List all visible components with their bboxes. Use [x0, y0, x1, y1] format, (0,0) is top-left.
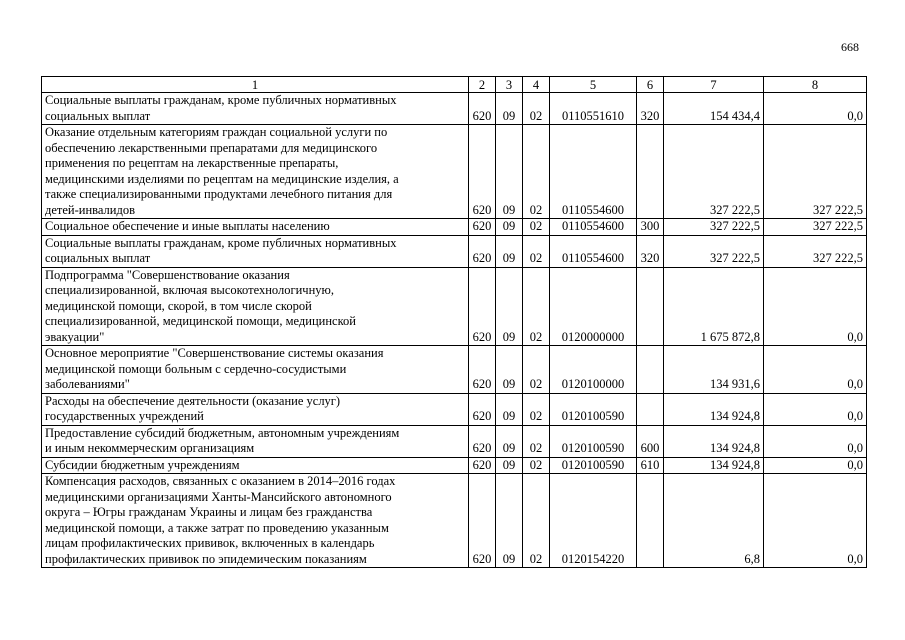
expense-type-cell: 300	[637, 219, 664, 236]
ministry-code-cell: 620	[469, 393, 496, 425]
item-name-line: Социальные выплаты гражданам, кроме публичных нормативных	[45, 235, 397, 250]
table-row	[42, 235, 867, 267]
item-name-cell	[42, 235, 469, 267]
amount-cell: 1 675 872,8	[664, 267, 764, 346]
item-name-line: Расходы на обеспечение деятельности (оказание услуг)	[45, 393, 341, 408]
item-name-line: и иным некоммерческим организациям	[45, 441, 255, 455]
table-row	[42, 425, 867, 457]
item-name-line: социальных выплат	[45, 251, 151, 265]
ministry-code-cell: 620	[469, 93, 496, 125]
table-row	[42, 346, 867, 394]
item-name-cell	[42, 425, 469, 457]
header-cell-6: 6	[637, 77, 664, 93]
expense-type-cell	[637, 393, 664, 425]
item-name-line: детей-инвалидов	[45, 202, 135, 217]
item-name-line: специализированной, медицинской помощи, медицинской	[45, 314, 356, 328]
amount-cell: 327 222,5	[764, 219, 867, 236]
amount-cell: 327 222,5	[664, 125, 764, 219]
section-code-cell: 09	[496, 219, 523, 236]
item-name-cell	[42, 457, 469, 474]
section-code-cell: 09	[496, 393, 523, 425]
subsection-code-cell: 02	[523, 346, 550, 394]
ministry-code-cell: 620	[469, 425, 496, 457]
item-name-line: Оказание отдельным категориям граждан социальной услуги по	[45, 125, 388, 139]
item-name-cell	[42, 267, 469, 346]
expense-type-cell	[637, 267, 664, 346]
table-row	[42, 125, 867, 219]
item-name-line: медицинскими организациями Ханты-Мансийского автономного	[45, 489, 392, 504]
amount-cell: 327 222,5	[664, 235, 764, 267]
ministry-code-cell: 620	[469, 267, 496, 346]
item-name-line: эвакуации"	[45, 329, 105, 344]
expense-type-cell	[637, 125, 664, 219]
section-code-cell: 09	[496, 125, 523, 219]
item-name-cell	[42, 93, 469, 125]
header-cell-4: 4	[523, 77, 550, 93]
subsection-code-cell: 02	[523, 393, 550, 425]
target-article-cell: 0120100000	[550, 346, 637, 394]
table-body	[42, 93, 867, 568]
item-name-line: заболеваниями"	[45, 377, 130, 391]
amount-cell: 154 434,4	[664, 93, 764, 125]
amount-cell: 6,8	[664, 474, 764, 568]
item-name-line: государственных учреждений	[45, 409, 204, 423]
amount-cell: 134 931,6	[664, 346, 764, 394]
expense-type-cell	[637, 474, 664, 568]
target-article-cell: 0120100590	[550, 425, 637, 457]
subsection-code-cell: 02	[523, 93, 550, 125]
subsection-code-cell: 02	[523, 267, 550, 346]
subsection-code-cell: 02	[523, 125, 550, 219]
subsection-code-cell: 02	[523, 425, 550, 457]
item-name-line: лицам профилактических прививок, включенных в календарь	[45, 536, 375, 550]
amount-cell: 0,0	[764, 393, 867, 425]
item-name-line: Основное мероприятие "Совершенствование системы оказания	[45, 346, 384, 360]
table-row	[42, 457, 867, 474]
table-row	[42, 393, 867, 425]
target-article-cell: 0120154220	[550, 474, 637, 568]
item-name-line: Социальное обеспечение и иные выплаты населению	[45, 219, 330, 233]
amount-cell: 0,0	[764, 93, 867, 125]
expense-type-cell	[637, 346, 664, 394]
item-name-line: медицинской помощи, а также затрат по проведению указанным	[45, 520, 389, 535]
budget-table	[41, 76, 867, 568]
subsection-code-cell: 02	[523, 235, 550, 267]
ministry-code-cell: 620	[469, 235, 496, 267]
target-article-cell: 0110551610	[550, 93, 637, 125]
section-code-cell: 09	[496, 267, 523, 346]
target-article-cell: 0110554600	[550, 235, 637, 267]
target-article-cell: 0120100590	[550, 393, 637, 425]
amount-cell: 327 222,5	[764, 125, 867, 219]
section-code-cell: 09	[496, 346, 523, 394]
expense-type-cell: 610	[637, 457, 664, 474]
subsection-code-cell: 02	[523, 457, 550, 474]
item-name-line: специализированной, включая высокотехнологичную,	[45, 283, 335, 297]
page-number: 668	[841, 40, 859, 54]
header-row	[42, 77, 867, 93]
expense-type-cell: 600	[637, 425, 664, 457]
table-row	[42, 267, 867, 346]
item-name-cell	[42, 219, 469, 236]
subsection-code-cell: 02	[523, 474, 550, 568]
item-name-line: обеспечению лекарственными препаратами для медицинского	[45, 140, 378, 155]
ministry-code-cell: 620	[469, 219, 496, 236]
target-article-cell: 0110554600	[550, 219, 637, 236]
item-name-line: медицинской помощи, скорой, в том числе скорой	[45, 298, 312, 313]
item-name-line: применения по рецептам на лекарственные препараты,	[45, 156, 339, 170]
amount-cell: 134 924,8	[664, 457, 764, 474]
header-cell-3: 3	[496, 77, 523, 93]
section-code-cell: 09	[496, 235, 523, 267]
section-code-cell: 09	[496, 93, 523, 125]
amount-cell: 134 924,8	[664, 425, 764, 457]
item-name-line: Субсидии бюджетным учреждениям	[45, 457, 240, 472]
amount-cell: 0,0	[764, 425, 867, 457]
section-code-cell: 09	[496, 474, 523, 568]
amount-cell: 0,0	[764, 346, 867, 394]
target-article-cell: 0120100590	[550, 457, 637, 474]
amount-cell: 0,0	[764, 474, 867, 568]
table-row	[42, 93, 867, 125]
item-name-line: социальных выплат	[45, 108, 151, 123]
item-name-line: Предоставление субсидий бюджетным, автономным учреждениям	[45, 425, 400, 440]
amount-cell: 327 222,5	[764, 235, 867, 267]
amount-cell: 327 222,5	[664, 219, 764, 236]
item-name-line: медицинскими изделиями по рецептам на медицинские изделия, а	[45, 171, 399, 186]
table-row	[42, 474, 867, 568]
section-code-cell: 09	[496, 457, 523, 474]
target-article-cell: 0110554600	[550, 125, 637, 219]
header-cell-8: 8	[764, 77, 867, 93]
ministry-code-cell: 620	[469, 457, 496, 474]
header-cell-1: 1	[42, 77, 469, 93]
target-article-cell: 0120000000	[550, 267, 637, 346]
header-cell-2: 2	[469, 77, 496, 93]
item-name-cell	[42, 346, 469, 394]
header-cell-7: 7	[664, 77, 764, 93]
header-cell-5: 5	[550, 77, 637, 93]
subsection-code-cell: 02	[523, 219, 550, 236]
ministry-code-cell: 620	[469, 474, 496, 568]
item-name-line: Компенсация расходов, связанных с оказанием в 2014–2016 годах	[45, 474, 396, 488]
item-name-line: также специализированными продуктами лечебного питания для	[45, 187, 393, 201]
amount-cell: 0,0	[764, 267, 867, 346]
table-row	[42, 219, 867, 236]
item-name-cell	[42, 474, 469, 568]
item-name-line: профилактических прививок по эпидемическим показаниям	[45, 551, 367, 566]
expense-type-cell: 320	[637, 93, 664, 125]
amount-cell: 0,0	[764, 457, 867, 474]
item-name-cell	[42, 125, 469, 219]
section-code-cell: 09	[496, 425, 523, 457]
ministry-code-cell: 620	[469, 125, 496, 219]
item-name-cell	[42, 393, 469, 425]
item-name-line: Подпрограмма "Совершенствование оказания	[45, 267, 290, 282]
item-name-line: Социальные выплаты гражданам, кроме публичных нормативных	[45, 93, 397, 107]
amount-cell: 134 924,8	[664, 393, 764, 425]
expense-type-cell: 320	[637, 235, 664, 267]
ministry-code-cell: 620	[469, 346, 496, 394]
item-name-line: медицинской помощи больным с сердечно-сосудистыми	[45, 361, 347, 376]
item-name-line: округа – Югры гражданам Украины и лицам без гражданства	[45, 505, 373, 519]
